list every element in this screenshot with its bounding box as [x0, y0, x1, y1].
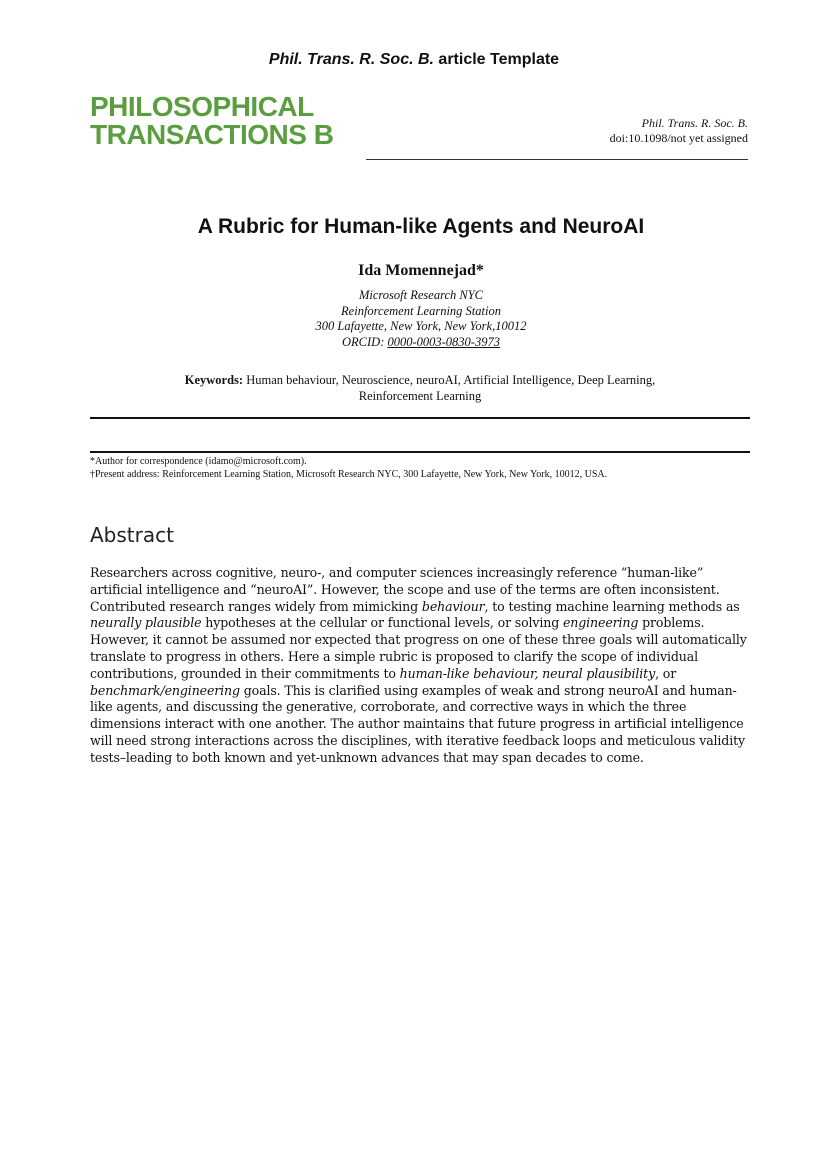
affiliation-line-3: 300 Lafayette, New York, New York,10012: [315, 319, 527, 333]
abstract-emphasis-benchmark: benchmark/engineering: [90, 682, 240, 698]
keywords-line-2: Reinforcement Learning: [358, 388, 482, 403]
abstract-text-5: , or: [655, 665, 677, 681]
journal-meta: [610, 116, 748, 146]
author-name: Ida Momennejad*: [358, 262, 484, 279]
footnotes: [90, 455, 750, 481]
orcid: [0, 335, 828, 351]
orcid-link[interactable]: 0000-0003-0830-3973: [387, 334, 500, 349]
abstract-body: [90, 565, 750, 767]
abstract-text-4: problems. However, it cannot be assumed nor expected that progress on one of these three goals will automatically translate to progress in others. Here a simple rubric is proposed to clarify the scope of individual contributions, grounded in their commitments to: [90, 615, 747, 681]
affiliation: [0, 288, 828, 350]
affiliation-line-2: Reinforcement Learning Station: [341, 303, 501, 318]
affiliation-line-1: Microsoft Research NYC: [358, 288, 484, 302]
orcid-label: ORCID:: [342, 334, 388, 349]
keywords-divider: [90, 417, 750, 419]
header-divider: [366, 159, 748, 160]
journal-name: Phil. Trans. R. Soc. B.: [641, 116, 748, 130]
keywords-label: Keywords:: [184, 373, 244, 387]
abstract-text-2: , to testing machine learning methods as: [484, 598, 740, 614]
doi: doi:10.1098/not yet assigned: [609, 131, 748, 145]
abstract-heading: Abstract: [90, 523, 174, 547]
paper-title: A Rubric for Human-like Agents and NeuroAI: [197, 215, 645, 238]
footnote-correspondence: *Author for correspondence (idamo@microsoft.com).: [90, 456, 307, 467]
logo-line-1: PHILOSOPHICAL: [90, 91, 314, 122]
abstract-emphasis-commitments: human-like behaviour, neural plausibility: [399, 665, 656, 681]
abstract-emphasis-behaviour: behaviour: [421, 598, 485, 614]
abstract-text-3: hypotheses at the cellular or functional levels, or solving: [201, 615, 563, 631]
journal-logo: [90, 93, 333, 149]
footnote-divider: [90, 451, 750, 453]
keywords: [150, 373, 690, 404]
abstract-emphasis-neural: neurally plausible: [90, 615, 202, 631]
template-header: [0, 51, 828, 69]
abstract-text-1: Researchers across cognitive, neuro-, and computer sciences increasingly reference “human-like” artificial intelligence and “neuroAI”. However, the scope and use of the terms are often inconsistent. Contributed research ranges widely from mimicking: [90, 565, 720, 614]
logo-line-2: TRANSACTIONS B: [90, 119, 334, 150]
keywords-line-1: Human behaviour, Neuroscience, neuroAI, Artificial Intelligence, Deep Learning,: [243, 373, 656, 387]
abstract-text-6: goals. This is clarified using examples of weak and strong neuroAI and human-like agents, and discussing the generative, corroborate, and corrective ways in which the three dimensions interact with one another. The author maintains that future progress in artificial intelligence will need strong interactions across the disciplines, with iterative feedback loops and meticulous validity tests–leading to both known and yet-unknown advances that may span decades to come.: [90, 682, 745, 765]
footnote-present-address: †Present address: Reinforcement Learning Station, Microsoft Research NYC, 300 Lafayette, New York, New York, 10012, USA.: [90, 469, 608, 480]
template-suffix: article Template: [433, 51, 560, 68]
abstract-emphasis-engineering: engineering: [563, 615, 639, 631]
template-journal-name: Phil. Trans. R. Soc. B.: [268, 51, 434, 68]
